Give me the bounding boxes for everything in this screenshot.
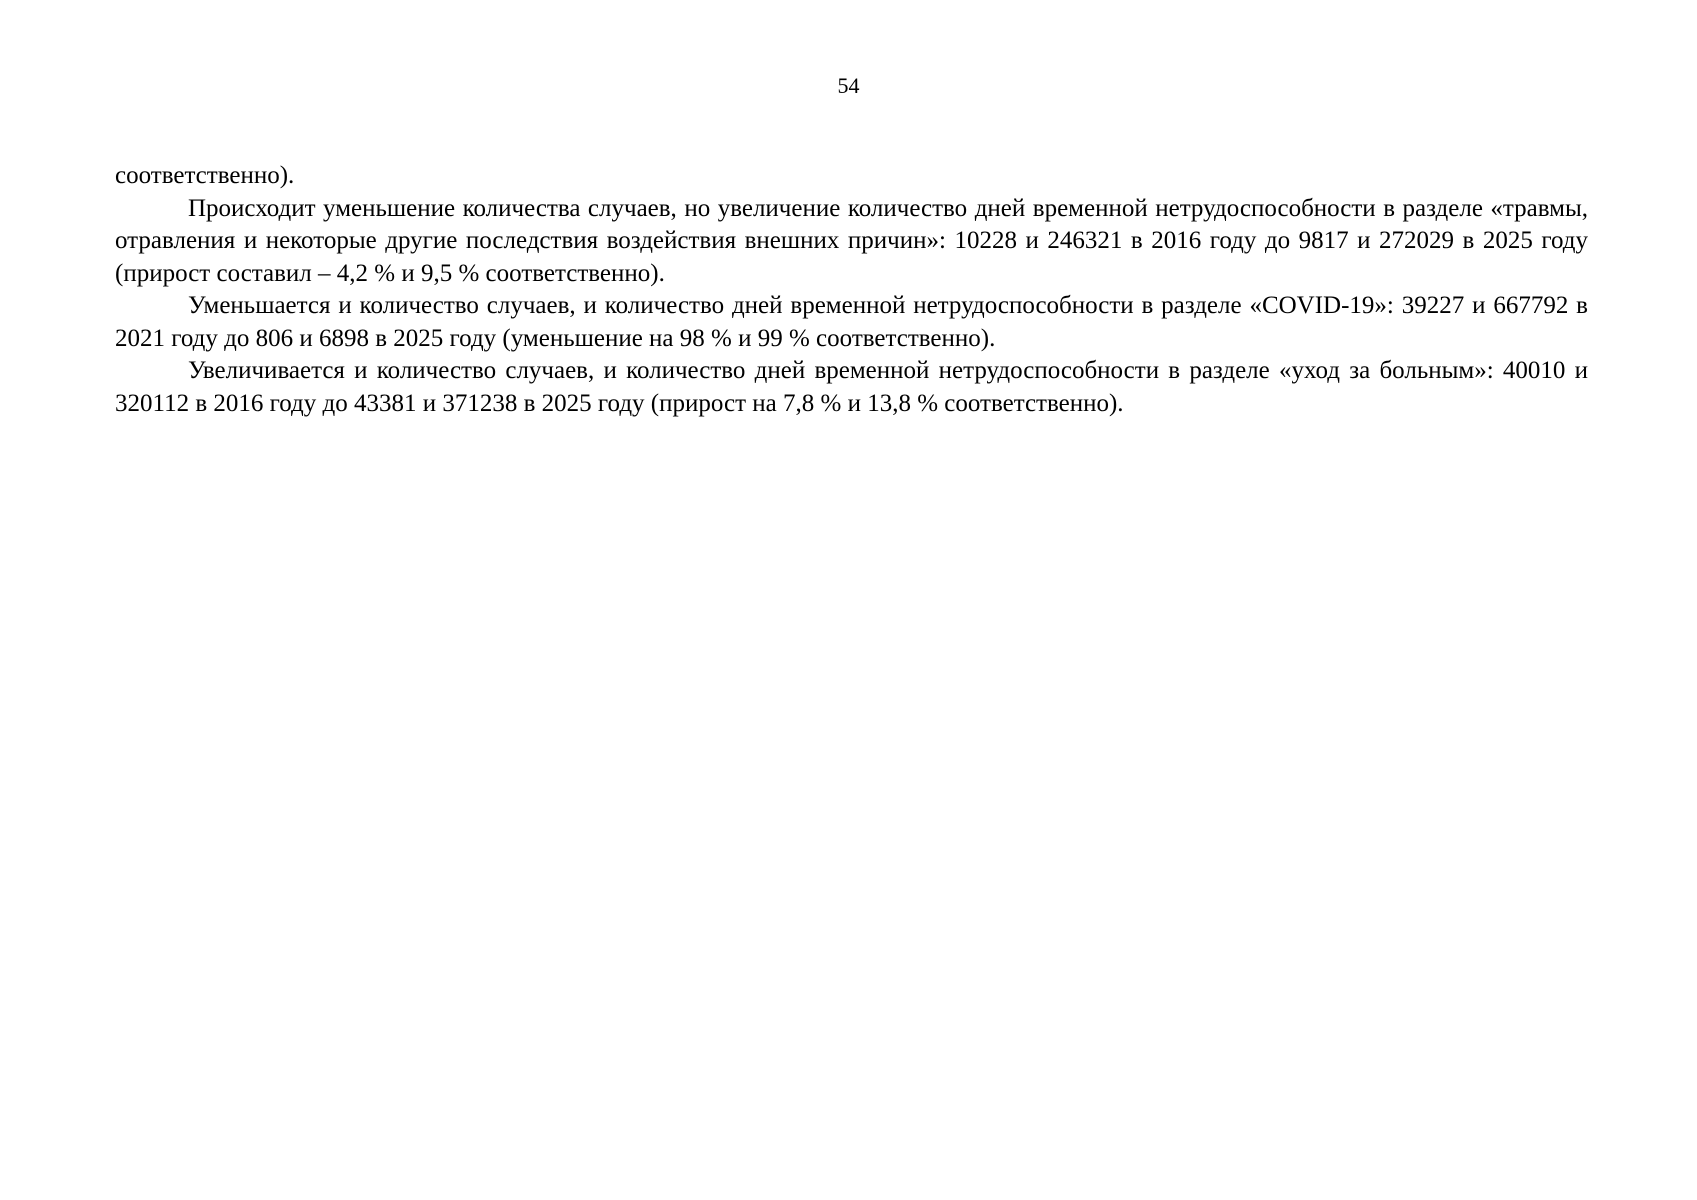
document-body <box>115 160 1588 420</box>
paragraph-continuation: соответственно). <box>115 162 295 189</box>
page-number: 54 <box>837 73 860 98</box>
paragraph-covid: Уменьшается и количество случаев, и количество дней временной нетрудоспособности в разделе «COVID-19»: 39227 и 667792 в 2021 году до 806 и 6898 в 2025 году (уменьшение на 98 % и 99 % соответственно). <box>115 292 1588 352</box>
paragraph-injuries: Происходит уменьшение количества случаев, но увеличение количество дней временной нетрудоспособности в разделе «травмы, отравления и некоторые другие последствия воздействия внешних причин»: 10228 и 246321 в 2016 году до 9817 и 272029 в 2025 году (прирост составил – 4,2 % и 9,5 % соответственно). <box>115 194 1588 287</box>
paragraph-patient-care: Увеличивается и количество случаев, и количество дней временной нетрудоспособности в разделе «уход за больным»: 40010 и 320112 в 2016 году до 43381 и 371238 в 2025 году (прирост на 7,8 % и 13,8 % соответственно). <box>115 357 1588 417</box>
